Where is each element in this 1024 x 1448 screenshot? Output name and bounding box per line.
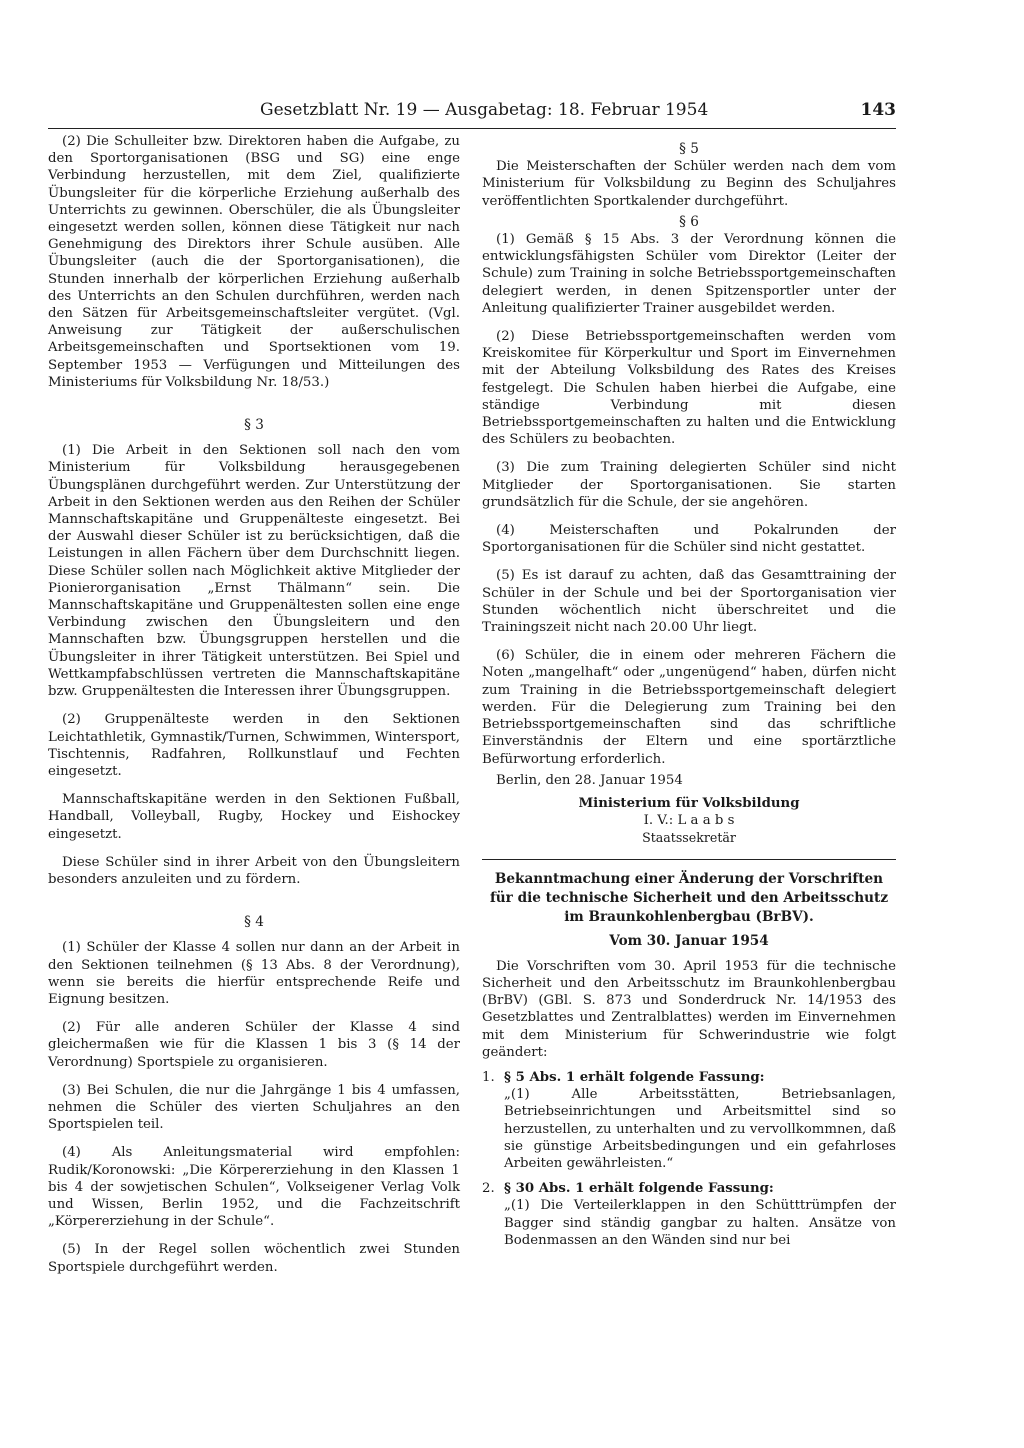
paragraph-4-2: (2) Für alle anderen Schüler der Klasse 4 sind gleichermaßen wie für die Klassen 1 bis 3 (§ 14 der Verordnung) Sportspiele zu organisieren. bbox=[48, 1020, 460, 1070]
paragraph-3-4: Diese Schüler sind in ihrer Arbeit von den Übungsleitern besonders anzuleiten und zu fördern. bbox=[48, 854, 460, 887]
right-column bbox=[482, 133, 896, 1249]
signatory-role: Staatssekretär bbox=[642, 830, 736, 846]
left-column bbox=[48, 133, 460, 1276]
section-heading-4: § 4 bbox=[244, 914, 264, 931]
separator-rule bbox=[482, 859, 896, 860]
amendment-text-2: „(1) Die Verteilerklappen in den Schütttrümpfen der Bagger sind ständig gangbar zu halten. Ansätze von Bodenmassen an den Wänden sind nur bei bbox=[504, 1198, 896, 1248]
amendment-item-1 bbox=[482, 1069, 896, 1086]
signatory: I. V.: L a a b s bbox=[643, 813, 735, 829]
paragraph-6-6: (6) Schüler, die in einem oder mehreren Fächern die Noten „mangelhaft“ oder „ungenügend“ haben, dürfen nicht zum Training in die Betriebssportgemeinschaft delegiert werden. Für die Delegierung zum Training bei den Betriebssportgemeinschaften sind das schriftliche Einverständnis der Eltern und eine sportärztliche Befürwortung erforderlich. bbox=[482, 648, 896, 767]
paragraph-3-2: (2) Gruppenälteste werden in den Sektionen Leichtathletik, Gymnastik/Turnen, Schwimmen, Wintersport, Tischtennis, Radfahren, Rollkunstlauf und Fechten eingesetzt. bbox=[48, 712, 460, 779]
amendment-number-1: 1. bbox=[482, 1069, 495, 1085]
page-header bbox=[48, 100, 896, 129]
amendment-number-2: 2. bbox=[482, 1181, 495, 1197]
paragraph-6-5: (5) Es ist darauf zu achten, daß das Gesamttraining der Schüler in der Schule und bei der Sportorganisation vier Stunden wöchentlich nicht überschreitet und die Trainingszeit nicht nach 20.00 Uhr liegt. bbox=[482, 568, 896, 636]
paragraph-6-3: (3) Die zum Training delegierten Schüler sind nicht Mitglieder der Sportorganisationen. Sie starten grundsätzlich für die Schule, der sie angehören. bbox=[482, 460, 896, 510]
paragraph-4-1: (1) Schüler der Klasse 4 sollen nur dann an der Arbeit in den Sektionen teilnehmen (§ 13 Abs. 8 der Verordnung), wenn sie bereits die hierfür entsprechende Reife und Eignung besitzen. bbox=[48, 940, 460, 1007]
paragraph-6-2: (2) Diese Betriebssportgemeinschaften werden vom Kreiskomitee für Körperkultur und Sport im Einvernehmen mit der Abteilung Volksbildung des Rates des Kreises festgelegt. Die Schulen haben hierbei die Aufgabe, eine ständige Verbindung mit diesen Betriebssportgemeinschaften zu halten und die Entwicklung des Schülers zu beobachten. bbox=[482, 329, 896, 448]
paragraph-6-4: (4) Meisterschaften und Pokalrunden der Sportorganisationen für die Schüler sind nicht gestattet. bbox=[482, 523, 896, 556]
notice-date: Vom 30. Januar 1954 bbox=[609, 932, 769, 949]
header-title: Gesetzblatt Nr. 19 — Ausgabetag: 18. Februar 1954 bbox=[260, 100, 709, 120]
ministry-name: Ministerium für Volksbildung bbox=[578, 795, 800, 811]
paragraph-4-3: (3) Bei Schulen, die nur die Jahrgänge 1 bis 4 umfassen, nehmen die Schüler des vierten Schuljahres an den Sportspielen teil. bbox=[48, 1082, 460, 1133]
paragraph-4-4: (4) Als Anleitungsmaterial wird empfohlen: Rudik/Koronowski: „Die Körpererziehung in den Klassen 1 bis 4 der sowjetischen Schulen“, Volkseigener Verlag Volk und Wissen, Berlin 1952, und die Fachzeitschrift „Körpererziehung in der Schule“. bbox=[48, 1145, 460, 1230]
paragraph-5: Die Meisterschaften der Schüler werden nach dem vom Ministerium für Volksbildung zu Beginn des Schuljahres veröffentlichten Sportkalender durchgeführt. bbox=[482, 159, 896, 209]
paragraph-4-5: (5) In der Regel sollen wöchentlich zwei Stunden Sportspiele durchgeführt werden. bbox=[48, 1242, 460, 1275]
paragraph-6-1: (1) Gemäß § 15 Abs. 3 der Verordnung können die entwicklungsfähigsten Schüler vom Direktor (Leiter der Schule) zum Training in solche Betriebssportgemeinschaften delegiert werden, in denen Spitzensportler unter der Anleitung qualifizierter Trainer ausgebildet werden. bbox=[482, 232, 896, 316]
place-date: Berlin, den 28. Januar 1954 bbox=[496, 772, 683, 788]
section-heading-6: § 6 bbox=[679, 213, 699, 230]
notice-intro: Die Vorschriften vom 30. April 1953 für die technische Sicherheit und den Arbeitsschutz im Braunkohlenbergbau (BrBV) (GBl. S. 873 und Sonderdruck Nr. 14/1953 des Gesetzblattes und Zentralblattes) werden im Einvernehmen mit dem Ministerium für Schwerindustrie wie folgt geändert: bbox=[482, 958, 896, 1060]
amendment-item-2 bbox=[482, 1180, 896, 1197]
section-heading-5: § 5 bbox=[679, 141, 699, 157]
notice-title: Bekanntmachung einer Änderung der Vorschriften für die technische Sicherheit und den Arbeitsschutz im Braunkohlenbergbau (BrBV). bbox=[489, 870, 889, 925]
amendment-heading-2: § 30 Abs. 1 erhält folgende Fassung: bbox=[504, 1181, 774, 1197]
page-number: 143 bbox=[860, 100, 896, 120]
paragraph-2-3-2: (2) Die Schulleiter bzw. Direktoren haben die Aufgabe, zu den Sportorganisationen (BSG und SG) eine enge Verbindung herzustellen, mit dem Ziel, qualifizierte Übungsleiter für die körperliche Erziehung außerhalb des Unterrichts zu gewinnen. Oberschüler, die als Übungsleiter eingesetzt werden sollen, können diese Tätigkeit nur nach Genehmigung des Direktors ihrer Schule ausüben. Alle Übungsleiter (auch die der Sportorganisationen), die Stunden innerhalb der körperlichen Erziehung außerhalb des Unterrichts an den Schulen durchführen, werden nach den Sätzen für Arbeitsgemeinschaftsleiter vergütet. (Vgl. Anweisung zur Tätigkeit der außerschulischen Arbeitsgemeinschaften und Sportsektionen vom 19. September 1953 — Verfügungen und Mitteilungen des Ministeriums für Volksbildung Nr. 18/53.) bbox=[48, 134, 460, 390]
paragraph-3-1: (1) Die Arbeit in den Sektionen soll nach den vom Ministerium für Volksbildung herausgegebenen Übungsplänen durchgeführt werden. Zur Unterstützung der Arbeit in den Sektionen werden aus den Reihen der Schüler Mannschaftskapitäne und Gruppenälteste eingesetzt. Bei der Auswahl dieser Schüler ist zu berücksichtigen, daß die Leistungen in allen Fächern über dem Durchschnitt liegen. Diese Schüler sollen nach Möglichkeit aktive Mitglieder der Pionierorganisation „Ernst Thälmann“ sein. Die Mannschaftskapitäne und Gruppenältesten sollen eine enge Verbindung zwischen den Übungsleitern und den Mannschaften bzw. Übungsgruppen herstellen und die Übungsleiter in ihrer Tätigkeit unterstützen. Bei Spiel und Wettkampfabschlüssen vertreten die Mannschaftskapitäne bzw. Gruppenältesten die Interessen ihrer Übungsgruppen. bbox=[48, 443, 460, 700]
amendment-text-1: „(1) Alle Arbeitsstätten, Betriebsanlagen, Betriebseinrichtungen und Arbeitsmittel sind so herzustellen, zu unterhalten und zu vervollkommnen, daß sie günstige Arbeitsbedingungen und ein gefahrloses Arbeiten gewährleisten.“ bbox=[504, 1087, 896, 1171]
amendment-heading-1: § 5 Abs. 1 erhält folgende Fassung: bbox=[504, 1069, 765, 1085]
paragraph-3-3: Mannschaftskapitäne werden in den Sektionen Fußball, Handball, Volleyball, Rugby, Hockey und Eishockey eingesetzt. bbox=[48, 792, 460, 842]
section-heading-3: § 3 bbox=[244, 417, 264, 434]
